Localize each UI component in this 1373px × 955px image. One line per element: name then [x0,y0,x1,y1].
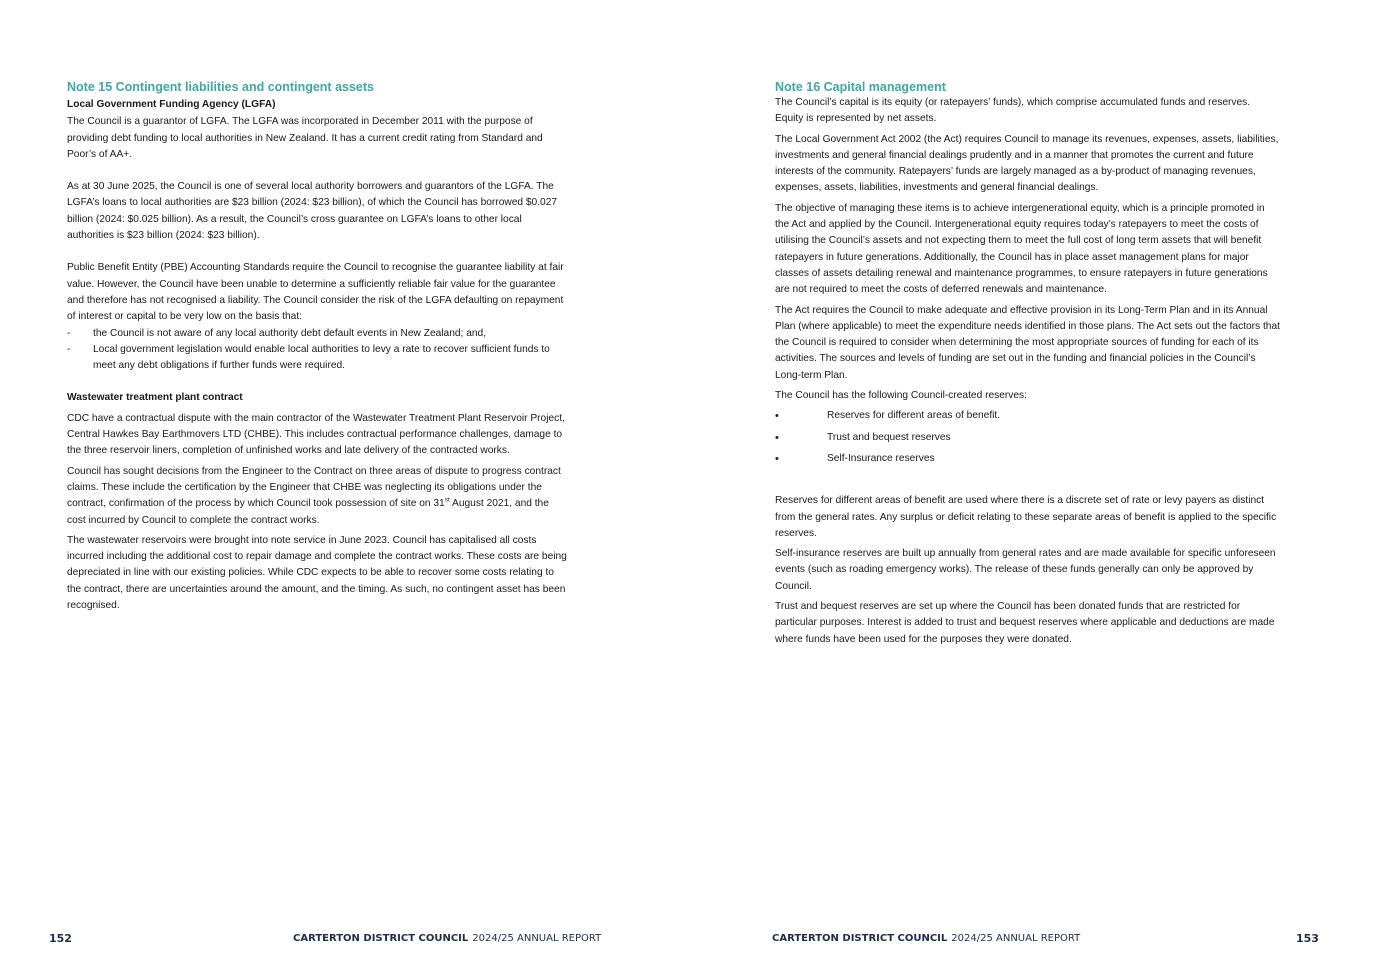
left-page-number [49,932,72,947]
note-16-title: Note 16 Capital management [775,80,946,94]
bullet-marker: • [775,431,779,444]
right-content [775,79,1280,652]
lgfa-paragraph-1: The Council is a guarantor of LGFA. The LGFA was incorporated in December 2011 with the purpose of providing debt funding to local authorities in New Zealand. It has a current credit rating from Standard and Poor’s of AA+. [67,116,543,160]
dash-marker: - [67,327,71,339]
lgfa-heading: Local Government Funding Agency (LGFA) [67,99,276,110]
list-item [775,451,1280,467]
list-item [775,408,1280,424]
list-item-text: Local government legislation would enable local authorities to levy a rate to recover sufficient funds to meet any debt obligations if further funds were required. [93,343,550,372]
lgfa-paragraph-3: Public Benefit Entity (PBE) Accounting Standards require the Council to recognise the guarantee liability at fair value. However, the Council have been unable to determine a sufficiently reliable fair value for the guarantee and therefore has not recognised a liability. The Council consider the risk of the LGFA defaulting on repayment of interest or capital to be very low on the basis that: [67,262,564,323]
reserves-list [775,408,1280,467]
page-number: 152 [49,932,72,945]
capital-paragraph-6: Reserves for different areas of benefit are used where there is a discrete set of rate or levy payers as distinct from the general rates. Any surplus or deficit relating to these separate areas of benefit is applied to the specific reserves. [775,495,1277,539]
right-page [686,0,1373,955]
capital-paragraph-4: The Act requires the Council to make adequate and effective provision in its Long-Term Plan and in its Annual Plan (where applicable) to meet the expenditure needs identified in those plans. The Act sets out the factors that the Council is required to consider when determining the most appropriate sources of funding for each of its activities. The sources and levels of funding are set out in the funding and financial policies in the Council’s Long-term Plan. [775,304,1280,381]
list-item [67,326,567,342]
left-page [0,0,686,955]
bullet-marker: • [775,410,779,423]
report-name: 2024/25 ANNUAL REPORT [472,933,602,944]
list-item-text: Self-Insurance reserves [827,452,935,464]
bullet-marker: • [775,452,779,465]
right-page-number [1296,932,1319,947]
wastewater-heading: Wastewater treatment plant contract [67,392,243,404]
capital-paragraph-7: Self-insurance reserves are built up annually from general rates and are made available for specific unforeseen events (such as roading emergency works). The release of these funds generally can only be approved by Council. [775,548,1276,592]
list-item-text: Trust and bequest reserves [827,431,951,443]
lgfa-paragraph-2: As at 30 June 2025, the Council is one of several local authority borrowers and guarantors of the LGFA. The LGFA’s loans to local authorities are $23 billion (2024: $23 billion), of which the Council has borrowed $0.027 billion (2024: $0.025 billion). As a result, the Council’s cross guarantee on LGFA’s loans to other local authorities is $23 billion (2024: $23 billion). [67,181,558,242]
capital-paragraph-3: The objective of managing these items is to achieve intergenerational equity, which is a principle promoted in the Act and applied by the Council. Intergenerational equity requires today’s ratepayers to meet the costs of utilising the Council’s assets and not expecting them to meet the full cost of long term assets that will benefit ratepayers in future generations. Additionally, the Council has in place asset management plans for major classes of assets detailing renewal and maintenance programmes, to ensure ratepayers in future generations are not required to meet the costs of deferred renewals and maintenance. [775,202,1268,296]
wastewater-paragraph-2 [67,464,567,529]
right-footer-title [772,932,1080,946]
capital-paragraph-2: The Local Government Act 2002 (the Act) requires Council to manage its revenues, expenses, assets, liabilities, investments and general financial dealings prudently and in a manner that promotes the current and future interests of the community. Ratepayers’ funds are largely managed as a by-product of managing revenues, expenses, assets, liabilities, investments and general financial dealings. [775,133,1279,194]
note-15-title: Note 15 Contingent liabilities and contingent assets [67,80,374,94]
list-item [67,342,567,375]
lgfa-basis-list [67,326,567,375]
left-footer-title [293,932,601,946]
left-content [67,79,567,618]
capital-paragraph-1: The Council’s capital is its equity (or ratepayers’ funds), which comprise accumulated funds and reserves. Equity is represented by net assets. [775,97,1251,125]
capital-paragraph-5: The Council has the following Council-created reserves: [775,390,1027,402]
list-item-text: the Council is not aware of any local authority debt default events in New Zealand; and, [93,327,487,339]
paragraph-text-a: Council has sought decisions from the Engineer to the Contract on three areas of dispute to progress contract claims. These include the certification by the Engineer that CHBE was neglecting its obligations under the contract, confirmation of the process by which Council took possession of site on 31 [67,465,561,510]
org-name: CARTERTON DISTRICT COUNCIL [293,933,469,944]
page-number: 153 [1296,932,1319,945]
org-name: CARTERTON DISTRICT COUNCIL [772,933,948,944]
list-item-text: Reserves for different areas of benefit. [827,410,1001,422]
paragraph-text-b: August 2021, and the cost incurred by Council to complete the contract works. [67,498,549,526]
list-item [775,430,1280,446]
capital-paragraph-8: Trust and bequest reserves are set up where the Council has been donated funds that are restricted for particular purposes. Interest is added to trust and bequest reserves where applicable and deductions are made where funds have been used for the purposes they were donated. [775,601,1275,645]
ordinal-suffix: st [444,496,450,504]
wastewater-paragraph-1: CDC have a contractual dispute with the main contractor of the Wastewater Treatment Plant Reservoir Project, Central Hawkes Bay Earthmovers LTD (CHBE). This includes contractual performance challenges, damage to the three reservoir liners, completion of unfinished works and late delivery of the contracted works. [67,412,565,457]
report-name: 2024/25 ANNUAL REPORT [951,933,1081,944]
wastewater-paragraph-3: The wastewater reservoirs were brought into note service in June 2023. Council has capitalised all costs incurred including the additional cost to repair damage and complete the contract works. These costs are being depreciated in line with our existing policies. While CDC expects to be able to recover some costs relating to the contract, there are uncertainties around the amount, and the timing. As such, no contingent asset has been recognised. [67,534,567,612]
dash-marker: - [67,343,71,355]
